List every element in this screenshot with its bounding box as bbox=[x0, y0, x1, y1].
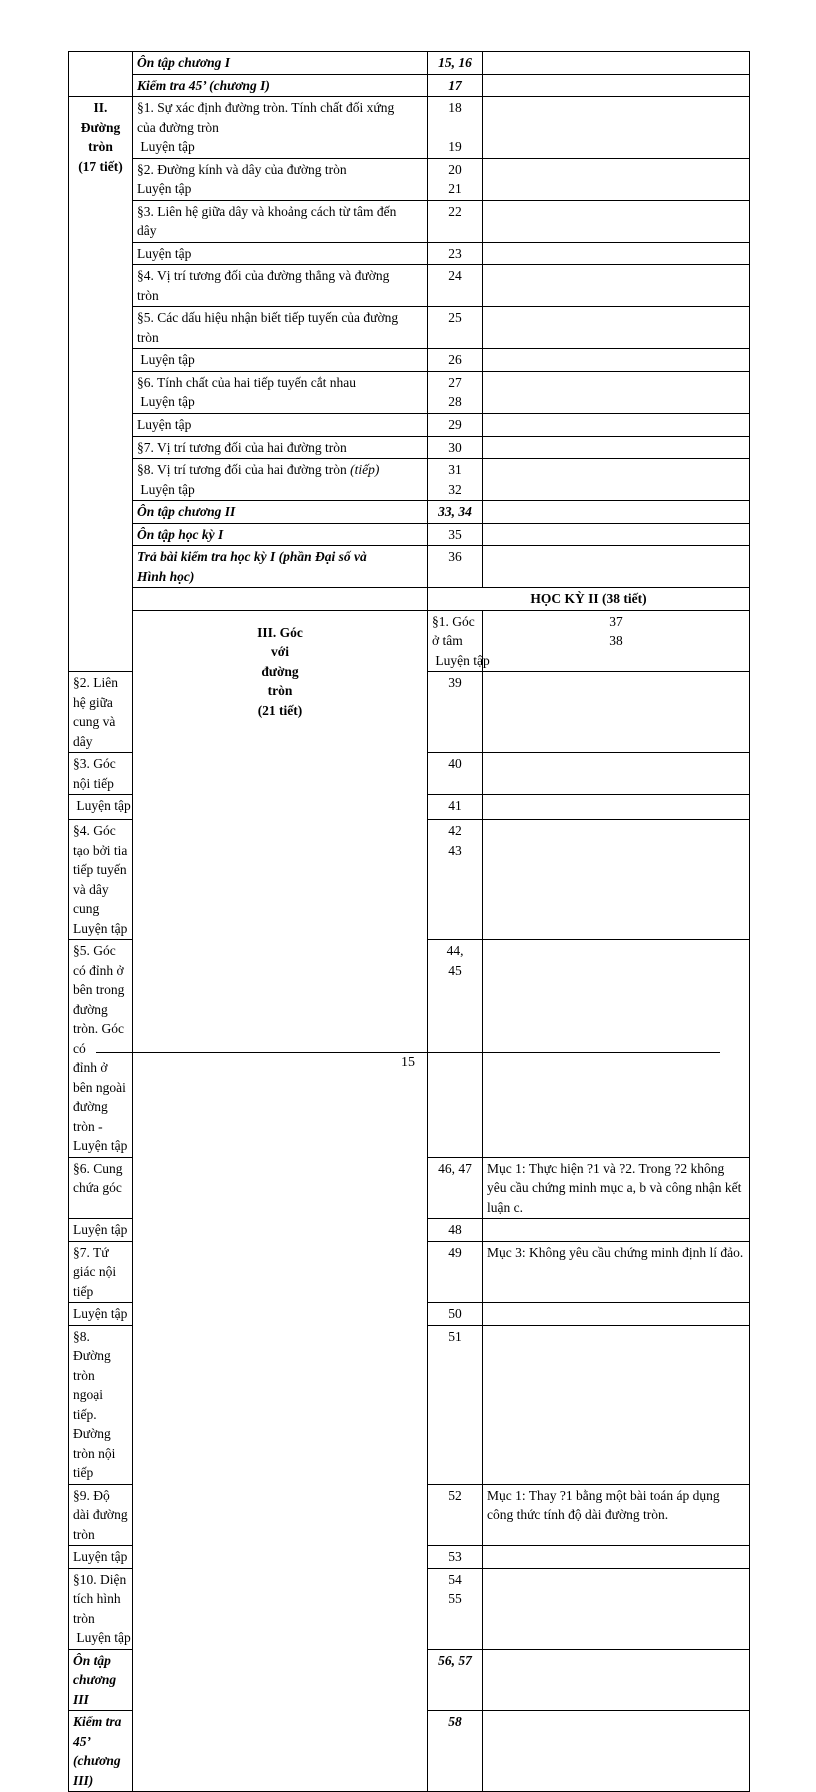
note-cell bbox=[483, 1303, 750, 1326]
table-row bbox=[69, 610, 750, 672]
lesson-cell: §7. Tứ giác nội tiếp bbox=[69, 1241, 133, 1303]
period-cell: 52 bbox=[428, 1484, 483, 1546]
lesson-cell: §2. Đường kính và dây của đường tròn Luyện tập bbox=[133, 158, 428, 200]
note-cell: Mục 3: Không yêu cầu chứng minh định lí đảo. bbox=[483, 1241, 750, 1303]
note-cell bbox=[483, 349, 750, 372]
lesson-cell: Luyện tập bbox=[69, 1546, 133, 1569]
lesson-cell: §4. Góc tạo bởi tia tiếp tuyến và dây cung Luyện tập bbox=[69, 820, 133, 940]
lesson-cell: Kiểm tra 45’ (chương III) bbox=[69, 1711, 133, 1792]
chapter-title-line: với bbox=[271, 644, 289, 659]
chapter-cell-ii bbox=[69, 97, 133, 672]
lesson-cell: §1. Góc ở tâm Luyện tập bbox=[428, 610, 483, 672]
period-cell: 18 19 bbox=[428, 97, 483, 159]
table-row bbox=[69, 459, 750, 501]
lesson-cell: §5. Các dấu hiệu nhận biết tiếp tuyến của đường tròn bbox=[133, 307, 428, 349]
lesson-cell: §2. Liên hệ giữa cung và dây bbox=[69, 672, 133, 753]
table-row bbox=[69, 546, 750, 588]
period-cell: 58 bbox=[428, 1711, 483, 1792]
lesson-cell: §6. Tính chất của hai tiếp tuyến cắt nhau Luyện tập bbox=[133, 371, 428, 413]
footer-divider bbox=[96, 1052, 720, 1053]
chapter-title-line: Đường bbox=[80, 119, 121, 135]
note-cell bbox=[483, 546, 750, 588]
period-cell: 23 bbox=[428, 242, 483, 265]
period-cell: 39 bbox=[428, 672, 483, 753]
period-cell: 26 bbox=[428, 349, 483, 372]
note-cell bbox=[483, 74, 750, 97]
note-cell bbox=[483, 1546, 750, 1569]
note-cell bbox=[483, 672, 750, 753]
table-row bbox=[69, 242, 750, 265]
lesson-cell: §7. Vị trí tương đối của hai đường tròn bbox=[133, 436, 428, 459]
period-cell: 46, 47 bbox=[428, 1157, 483, 1219]
table-row bbox=[69, 52, 750, 75]
period-cell: 54 55 bbox=[428, 1568, 483, 1649]
period-cell: 36 bbox=[428, 546, 483, 588]
note-cell bbox=[483, 242, 750, 265]
note-cell bbox=[483, 523, 750, 546]
table-row bbox=[69, 265, 750, 307]
period-cell: 17 bbox=[428, 74, 483, 97]
chapter-title-line: tròn bbox=[88, 139, 113, 154]
lesson-cell: Ôn tập học kỳ I bbox=[133, 523, 428, 546]
note-cell: Mục 1: Thực hiện ?1 và ?2. Trong ?2 không yêu cầu chứng minh mục a, b và công nhận kết luận c. bbox=[483, 1157, 750, 1219]
note-cell bbox=[483, 1649, 750, 1711]
period-cell: 56, 57 bbox=[428, 1649, 483, 1711]
chapter-title-line: II. bbox=[93, 100, 108, 115]
table-row bbox=[69, 436, 750, 459]
lesson-cell: §5. Góc có đỉnh ở bên trong đường tròn. Góc có đỉnh ở bên ngoài đường tròn - Luyện tập bbox=[69, 940, 133, 1158]
curriculum-table bbox=[68, 51, 750, 1792]
lesson-cell: §9. Độ dài đường tròn bbox=[69, 1484, 133, 1546]
chapter-title-line: tròn bbox=[267, 683, 293, 698]
note-cell bbox=[483, 820, 750, 940]
lesson-cell: §3. Liên hệ giữa dây và khoảng cách từ tâm đến dây bbox=[133, 200, 428, 242]
note-cell bbox=[483, 97, 750, 159]
lesson-cell: Luyện tập bbox=[133, 242, 428, 265]
lesson-cell: §6. Cung chứa góc bbox=[69, 1157, 133, 1219]
table-row bbox=[69, 158, 750, 200]
lesson-cell: Ôn tập chương III bbox=[69, 1649, 133, 1711]
chapter-title-line: III. Góc bbox=[257, 624, 303, 640]
lesson-cell: §8. Đường tròn ngoại tiếp. Đường tròn nội tiếp bbox=[69, 1325, 133, 1484]
period-cell: 30 bbox=[428, 436, 483, 459]
period-cell: 22 bbox=[428, 200, 483, 242]
lesson-cell: Luyện tập bbox=[133, 349, 428, 372]
period-cell: 51 bbox=[428, 1325, 483, 1484]
period-cell: 49 bbox=[428, 1241, 483, 1303]
chapter-period-count: (21 tiết) bbox=[257, 702, 303, 718]
period-cell: 40 bbox=[428, 753, 483, 795]
note-cell bbox=[483, 795, 750, 820]
period-cell: 42 43 bbox=[428, 820, 483, 940]
period-cell: 50 bbox=[428, 1303, 483, 1326]
note-cell bbox=[483, 753, 750, 795]
note-cell bbox=[483, 413, 750, 436]
note-cell: Mục 1: Thay ?1 bằng một bài toán áp dụng công thức tính độ dài đường tròn. bbox=[483, 1484, 750, 1546]
lesson-cell: §1. Sự xác định đường tròn. Tính chất đối xứng của đường tròn Luyện tập bbox=[133, 97, 428, 159]
lesson-cell: Luyện tập bbox=[69, 1219, 133, 1242]
semester-header: HỌC KỲ II (38 tiết) bbox=[428, 588, 750, 611]
lesson-cell: §10. Diện tích hình tròn Luyện tập bbox=[69, 1568, 133, 1649]
note-cell bbox=[483, 1568, 750, 1649]
lesson-cell: Trả bài kiểm tra học kỳ I (phần Đại số và Hình học) bbox=[133, 546, 428, 588]
lesson-cell: §8. Vị trí tương đối của hai đường tròn (tiếp) Luyện tập bbox=[133, 459, 428, 501]
note-cell bbox=[483, 200, 750, 242]
lesson-cell: §3. Góc nội tiếp bbox=[69, 753, 133, 795]
note-cell bbox=[483, 158, 750, 200]
note-cell bbox=[483, 459, 750, 501]
note-cell bbox=[483, 436, 750, 459]
note-cell bbox=[483, 52, 750, 75]
lesson-cell: Ôn tập chương II bbox=[133, 501, 428, 524]
note-cell bbox=[483, 1711, 750, 1792]
table-row bbox=[69, 97, 750, 159]
note-cell bbox=[483, 1325, 750, 1484]
note-cell bbox=[483, 371, 750, 413]
chapter-period-count: (17 tiết) bbox=[78, 158, 123, 174]
note-cell bbox=[483, 501, 750, 524]
period-cell: 53 bbox=[428, 1546, 483, 1569]
note-cell bbox=[483, 265, 750, 307]
table-row bbox=[69, 200, 750, 242]
period-cell: 44, 45 bbox=[428, 940, 483, 1158]
note-cell bbox=[483, 940, 750, 1158]
page-number: 15 bbox=[401, 1055, 415, 1070]
period-cell: 33, 34 bbox=[428, 501, 483, 524]
note-cell bbox=[483, 307, 750, 349]
period-cell: 41 bbox=[428, 795, 483, 820]
lesson-cell: Luyện tập bbox=[133, 413, 428, 436]
table-row bbox=[69, 74, 750, 97]
chapter-title-line: đường bbox=[261, 663, 299, 679]
note-cell bbox=[483, 1219, 750, 1242]
lesson-cell: Ôn tập chương I bbox=[133, 52, 428, 75]
lesson-cell: §4. Vị trí tương đối của đường thẳng và đường tròn bbox=[133, 265, 428, 307]
chapter-cell-continued bbox=[69, 52, 133, 97]
lesson-cell: Luyện tập bbox=[69, 795, 133, 820]
table-row bbox=[69, 413, 750, 436]
lesson-cell: Kiểm tra 45’ (chương I) bbox=[133, 74, 428, 97]
table-row bbox=[69, 371, 750, 413]
chapter-cell-iii bbox=[133, 610, 428, 1792]
period-cell: 25 bbox=[428, 307, 483, 349]
table-row bbox=[69, 523, 750, 546]
period-cell: 24 bbox=[428, 265, 483, 307]
period-cell: 20 21 bbox=[428, 158, 483, 200]
period-cell: 27 28 bbox=[428, 371, 483, 413]
lesson-cell: Luyện tập bbox=[69, 1303, 133, 1326]
table-row bbox=[69, 501, 750, 524]
table-row bbox=[69, 307, 750, 349]
period-cell: 37 38 bbox=[483, 610, 750, 672]
table-row bbox=[69, 349, 750, 372]
period-cell: 15, 16 bbox=[428, 52, 483, 75]
period-cell: 29 bbox=[428, 413, 483, 436]
period-cell: 35 bbox=[428, 523, 483, 546]
period-cell: 48 bbox=[428, 1219, 483, 1242]
period-cell: 31 32 bbox=[428, 459, 483, 501]
table-row bbox=[69, 588, 750, 611]
